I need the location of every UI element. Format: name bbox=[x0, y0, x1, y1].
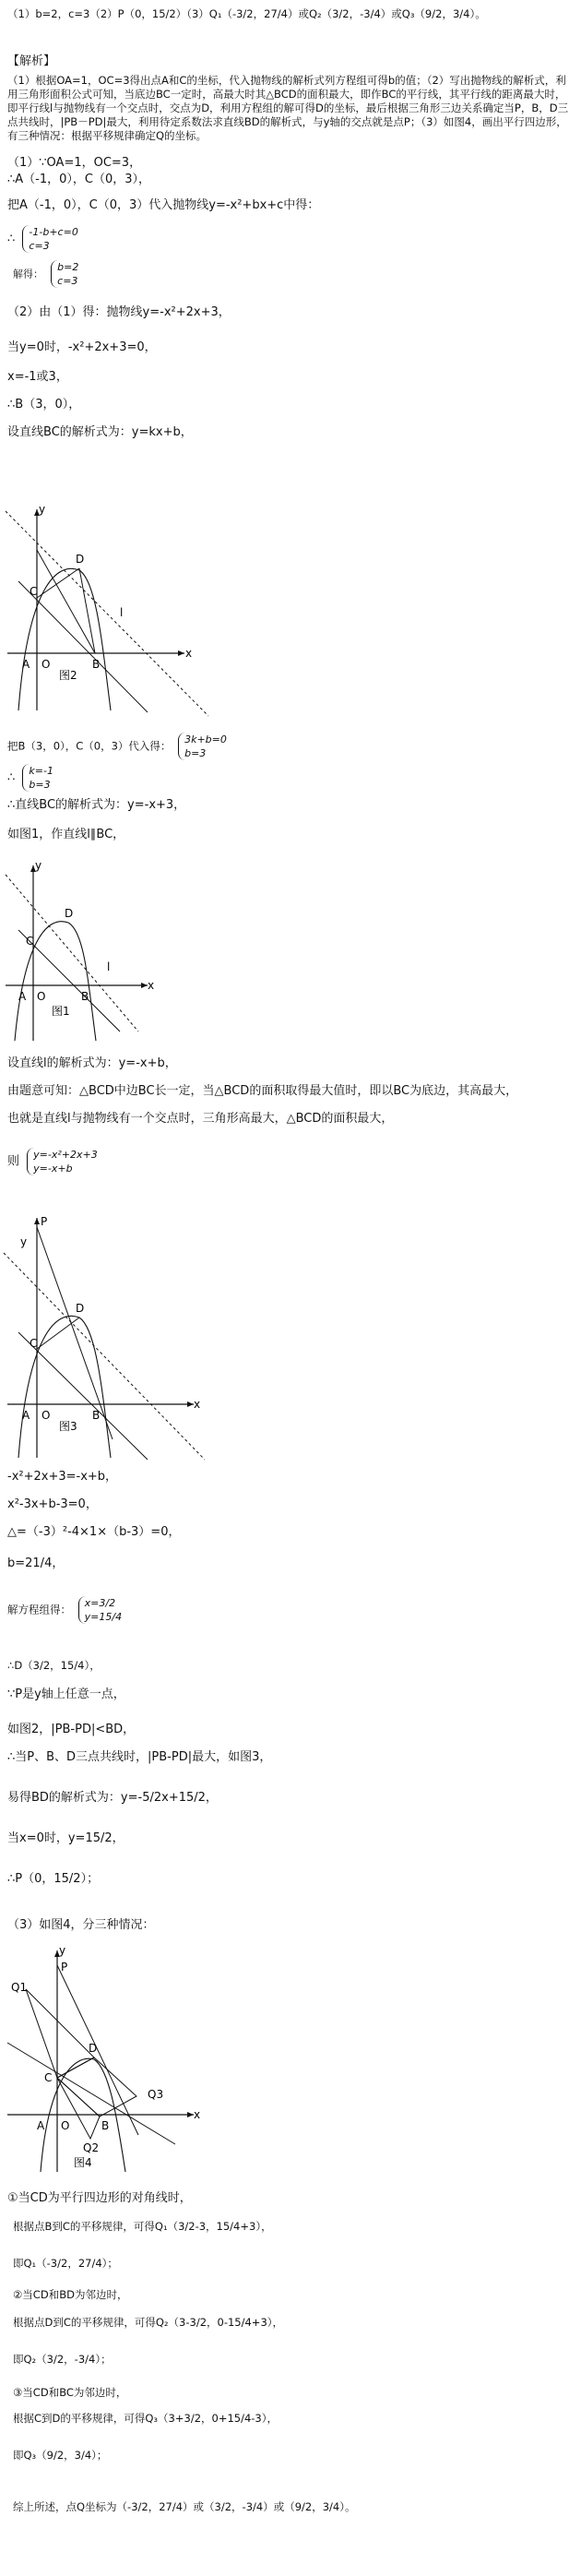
point-d-label: D bbox=[89, 2042, 98, 2055]
part3-line1: （3）如图4，分三种情况： bbox=[7, 1918, 155, 1932]
part2-line18: ∴D（3/2，15/4）， bbox=[7, 1659, 101, 1672]
answer-summary: （1）b=2，c=3（2）P（0，15/2）（3）Q₁（-3/2，27/4）或Q₂（3/2，-3/4）或Q₃（9/2，3/4）。 bbox=[7, 7, 486, 20]
part3-line11: 综上所述，点Q坐标为（-3/2，27/4）或（3/2，-3/4）或（9/2，3/4）。 bbox=[13, 2500, 356, 2513]
solution-intro: （1）根据OA=1，OC=3得出点A和C的坐标，代入抛物线的解析式列方程组可得b的值；（2）写出抛物线的解析式，利用三角形面积公式可知，当底边BC一定时，高最大时其△BCD的面积最大，即作BC的平行线，其平行线的距离最大时，即平行线l与抛物线有一个交点时，交点为D，利用方程组的解可得D的坐标，最后根据三角形三边关系确定当P，B，D三点共线时，|PB－PD|最大，利用待定系数法求直线BD的解析式，与y轴的交点就是点P；（3）如图4，画出平行四边形，有三种情况：根据平移规律确定Q的坐标。 bbox=[7, 74, 569, 142]
figure-3 bbox=[0, 1199, 212, 1467]
origin-label: O bbox=[42, 1409, 51, 1422]
x-axis-arrow bbox=[141, 983, 148, 988]
part2-line4: ∴B（3，0）， bbox=[7, 398, 81, 411]
point-a-label: A bbox=[18, 990, 27, 1003]
parallelogram bbox=[57, 2057, 136, 2117]
line-pb bbox=[57, 1965, 138, 2135]
y-label: y bbox=[39, 503, 46, 516]
line-l bbox=[4, 1253, 205, 1460]
part1-line2: ∴A（-1，0），C（0，3）， bbox=[7, 173, 151, 186]
figure-caption: 图3 bbox=[59, 1420, 77, 1433]
part2-line6: 把B（3，0），C（0，3）代入得： 3k+b=0 b=3 bbox=[7, 733, 227, 759]
part3-line8: ③当CD和BC为邻边时， bbox=[13, 2386, 127, 2399]
therefore-symbol: ∴ bbox=[7, 232, 16, 246]
figure-caption: 图2 bbox=[59, 669, 77, 682]
equation-system: 3k+b=0 b=3 bbox=[178, 733, 227, 760]
part3-line9: 根据C到D的平移规律，可得Q₃（3+3/2，0+15/4-3）， bbox=[13, 2412, 278, 2425]
part2-line19: ∵P是y轴上任意一点， bbox=[7, 1688, 125, 1701]
point-q3-label: Q3 bbox=[148, 2088, 164, 2101]
solution-system: x=3/2 y=15/4 bbox=[78, 1596, 122, 1624]
part2-line16: b=21/4， bbox=[7, 1556, 65, 1570]
equation-system: -1-b+c=0 c=3 bbox=[22, 225, 77, 253]
y-label: y bbox=[20, 1235, 28, 1248]
line-bc bbox=[18, 1332, 148, 1460]
part3-line5: ②当CD和BD为邻边时， bbox=[13, 2288, 128, 2301]
part2-line14: x²-3x+b-3=0， bbox=[7, 1497, 98, 1511]
part2-line10: 由题意可知：△BCD中边BC长一定，当△BCD的面积取得最大值时，即以BC为底边，其高最大， bbox=[7, 1084, 518, 1098]
line-l bbox=[6, 511, 208, 716]
part3-line3: 根据点B到C的平移规律，可得Q₁（3/2-3，15/4+3）， bbox=[13, 2220, 272, 2233]
part3-line7: 即Q₂（3/2，-3/4）； bbox=[13, 2353, 112, 2366]
part1-solution: 解得： b=2 c=3 bbox=[13, 261, 79, 287]
segment-pb bbox=[37, 550, 95, 653]
part1-system bbox=[7, 225, 78, 253]
point-d-label: D bbox=[76, 553, 85, 566]
part3-line6: 根据点D到C的平移规律，可得Q₂（3-3/2，0-15/4+3）， bbox=[13, 2316, 284, 2329]
part2-line2: 当y=0时，-x²+2x+3=0， bbox=[7, 340, 157, 354]
part2-line12: 则 y=-x²+2x+3 y=-x+b bbox=[7, 1149, 98, 1175]
figure-caption: 图4 bbox=[74, 2156, 92, 2169]
x-axis-arrow bbox=[187, 1401, 194, 1407]
part2-line1: （2）由（1）得：抛物线y=-x²+2x+3， bbox=[7, 305, 231, 319]
x-label: x bbox=[194, 2108, 201, 2121]
part2-line15: △=（-3）²-4×1×（b-3）=0， bbox=[7, 1525, 181, 1539]
x-label: x bbox=[148, 979, 155, 992]
point-a-label: A bbox=[37, 2119, 45, 2132]
point-a-label: A bbox=[22, 1409, 30, 1422]
solution-system: b=2 c=3 bbox=[51, 260, 78, 288]
origin-label: O bbox=[42, 658, 51, 671]
part2-line22: 易得BD的解析式为：y=-5/2x+15/2， bbox=[7, 1791, 218, 1805]
parabola bbox=[41, 2058, 125, 2172]
part1-line3: 把A（-1，0），C（0，3）代入抛物线y=-x²+bx+c中得： bbox=[7, 198, 320, 212]
point-b-label: B bbox=[92, 658, 101, 671]
part2-line5: 设直线BC的解析式为：y=kx+b， bbox=[7, 425, 193, 439]
point-c-label: C bbox=[44, 2071, 53, 2084]
figure-2 bbox=[0, 452, 221, 720]
part2-line20: 如图2，|PB-PD|<BD， bbox=[7, 1723, 136, 1736]
y-axis-arrow bbox=[34, 1218, 40, 1224]
part2-line11: 也就是直线l与抛物线有一个交点时，三角形高最大，△BCD的面积最大， bbox=[7, 1112, 394, 1126]
y-label: y bbox=[59, 1944, 66, 1957]
point-c-label: C bbox=[26, 935, 34, 948]
equation-system: y=-x²+2x+3 y=-x+b bbox=[27, 1148, 98, 1175]
segment-cd bbox=[37, 1318, 79, 1349]
triangle-q1 bbox=[26, 1989, 94, 2078]
line-l-label: l bbox=[120, 606, 124, 619]
point-b-label: B bbox=[92, 1409, 101, 1422]
part2-line17: 解方程组得： x=3/2 y=15/4 bbox=[7, 1597, 123, 1623]
point-q1-label: Q1 bbox=[11, 1981, 28, 1994]
part1-line1: （1）∵OA=1，OC=3， bbox=[7, 156, 142, 170]
line-bd bbox=[37, 1227, 113, 1439]
part2-line13: -x²+2x+3=-x+b， bbox=[7, 1470, 118, 1484]
part2-line21: ∴当P、B、D三点共线时，|PB-PD|最大，如图3， bbox=[7, 1750, 272, 1764]
part2-line7: ∴直线BC的解析式为：y=-x+3， bbox=[7, 798, 186, 812]
point-b-label: B bbox=[101, 2119, 110, 2132]
section-title: 【解析】 bbox=[7, 54, 56, 68]
solution-system: k=-1 b=3 bbox=[22, 764, 53, 792]
part2-line3: x=-1或3， bbox=[7, 370, 68, 384]
point-p-label: P bbox=[61, 1961, 68, 1974]
x-axis-arrow bbox=[178, 650, 184, 656]
figure-1 bbox=[0, 856, 175, 1050]
x-label: x bbox=[194, 1398, 201, 1411]
point-p-label: P bbox=[41, 1215, 48, 1228]
part2-system2: ∴ k=-1 b=3 bbox=[7, 765, 53, 791]
figure-caption: 图1 bbox=[52, 1005, 70, 1018]
part3-line2: ①当CD为平行四边形的对角线时， bbox=[7, 2191, 192, 2205]
part2-line24: ∴P（0，15/2）； bbox=[7, 1872, 100, 1886]
line-l bbox=[6, 875, 138, 1032]
point-a-label: A bbox=[22, 658, 30, 671]
part2-line9: 设直线l的解析式为：y=-x+b， bbox=[7, 1056, 177, 1070]
part3-line10: 即Q₃（9/2，3/4）； bbox=[13, 2449, 108, 2462]
origin-label: O bbox=[61, 2119, 70, 2132]
point-c-label: C bbox=[30, 585, 38, 598]
x-axis-arrow bbox=[187, 2112, 194, 2117]
part2-line8: 如图1，作直线l∥BC， bbox=[7, 828, 125, 841]
origin-label: O bbox=[37, 990, 46, 1003]
line-bc bbox=[18, 581, 148, 712]
figure-4 bbox=[0, 1941, 240, 2181]
line-l-label: l bbox=[107, 960, 111, 973]
part2-line23: 当x=0时，y=15/2， bbox=[7, 1831, 125, 1845]
point-b-label: B bbox=[81, 990, 89, 1003]
x-label: x bbox=[185, 647, 193, 660]
point-c-label: C bbox=[30, 1337, 38, 1350]
point-d-label: D bbox=[76, 1302, 85, 1315]
part3-line4: 即Q₁（-3/2，27/4）； bbox=[13, 2257, 118, 2270]
y-label: y bbox=[35, 859, 42, 872]
point-d-label: D bbox=[65, 907, 74, 920]
point-q2-label: Q2 bbox=[83, 2141, 100, 2154]
